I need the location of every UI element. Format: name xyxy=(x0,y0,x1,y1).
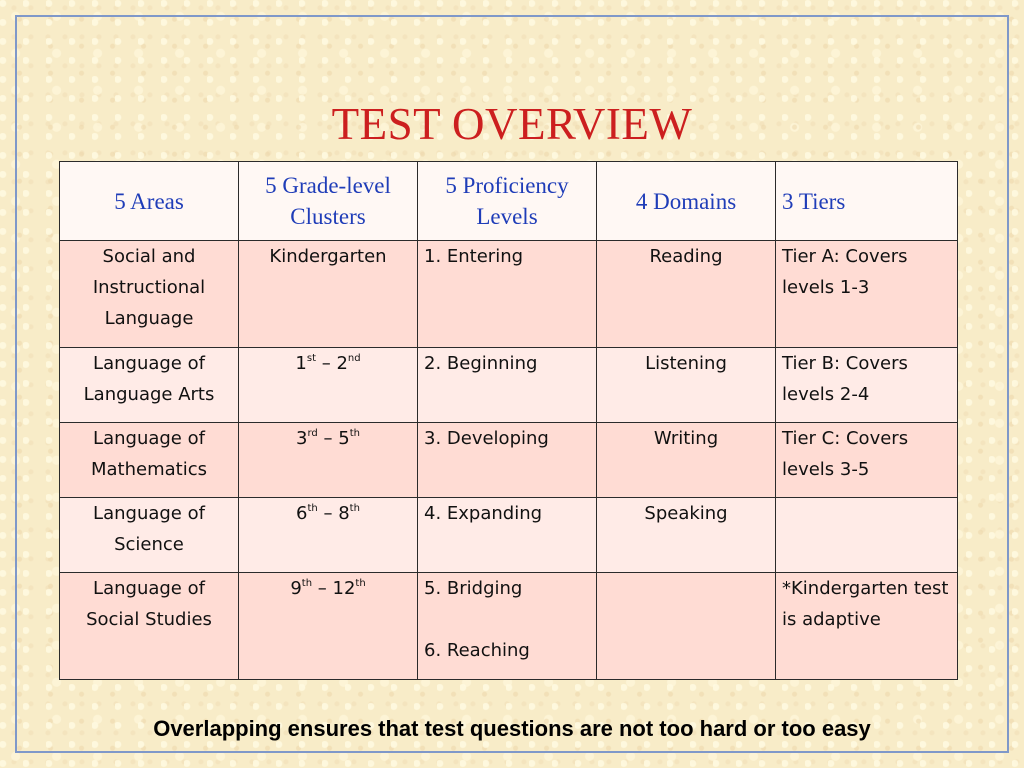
cell-tier xyxy=(776,241,958,348)
table-row xyxy=(60,498,958,573)
grade-to: 8 xyxy=(338,503,350,524)
cell-area xyxy=(60,348,239,423)
tier-text: Tier A: Covers levels 1-3 xyxy=(782,246,908,298)
area-text: Social and Instructional Language xyxy=(92,246,206,329)
grade-from-suffix: th xyxy=(307,503,318,514)
level-extra-text: 6. Reaching xyxy=(424,640,530,661)
grade-from: Kindergarten xyxy=(269,246,387,267)
cell-domain xyxy=(597,498,776,573)
tier-text: *Kindergarten test is adaptive xyxy=(782,578,949,630)
cell-grade-cluster xyxy=(239,423,418,498)
cell-proficiency-level xyxy=(418,423,597,498)
area-text: Language of Language Arts xyxy=(83,353,215,405)
cell-tier xyxy=(776,423,958,498)
cell-proficiency-level xyxy=(418,498,597,573)
grade-from: 9 xyxy=(290,578,302,599)
level-gap xyxy=(424,604,590,635)
level-text: 5. Bridging xyxy=(424,578,523,599)
level-text: 4. Expanding xyxy=(424,503,543,524)
slide-title: TEST OVERVIEW xyxy=(331,99,693,149)
cell-area xyxy=(60,573,239,680)
table-row xyxy=(60,423,958,498)
cell-grade-cluster xyxy=(239,348,418,423)
header-tiers: 3 Tiers xyxy=(776,162,958,241)
cell-domain xyxy=(597,423,776,498)
table-header-row xyxy=(60,162,958,241)
cell-grade-cluster xyxy=(239,498,418,573)
domain-text: Writing xyxy=(653,428,719,449)
cell-domain xyxy=(597,348,776,423)
grade-separator: – xyxy=(312,578,333,599)
header-domains: 4 Domains xyxy=(597,162,776,241)
cell-area xyxy=(60,498,239,573)
cell-area xyxy=(60,241,239,348)
grade-to-suffix: th xyxy=(355,578,366,589)
cell-proficiency-level xyxy=(418,241,597,348)
table-row xyxy=(60,573,958,680)
overview-table xyxy=(59,161,958,680)
cell-domain xyxy=(597,241,776,348)
domain-text: Reading xyxy=(649,246,723,267)
cell-proficiency-level xyxy=(418,573,597,680)
level-text: 3. Developing xyxy=(424,428,549,449)
grade-from: 3 xyxy=(296,428,308,449)
tier-text: Tier B: Covers levels 2-4 xyxy=(782,353,908,405)
footnote: Overlapping ensures that test questions are not too hard or too easy xyxy=(153,716,871,741)
level-text: 1. Entering xyxy=(424,246,524,267)
grade-separator: – xyxy=(317,503,339,524)
header-grade-clusters: 5 Grade-level Clusters xyxy=(239,162,418,241)
grade-to-suffix: nd xyxy=(347,353,361,364)
cell-grade-cluster xyxy=(239,573,418,680)
grade-to: 2 xyxy=(336,353,348,374)
level-text: 2. Beginning xyxy=(424,353,538,374)
cell-area xyxy=(60,423,239,498)
area-text: Language of Social Studies xyxy=(86,578,212,630)
cell-proficiency-level xyxy=(418,348,597,423)
cell-tier xyxy=(776,348,958,423)
cell-tier xyxy=(776,498,958,573)
grade-from-suffix: st xyxy=(306,353,316,364)
grade-from-suffix: rd xyxy=(307,428,318,439)
tier-text: Tier C: Covers levels 3-5 xyxy=(782,428,909,480)
table-row xyxy=(60,348,958,423)
grade-from: 1 xyxy=(295,353,307,374)
grade-from: 6 xyxy=(296,503,308,524)
grade-from-suffix: th xyxy=(301,578,313,589)
table-row xyxy=(60,241,958,348)
header-areas: 5 Areas xyxy=(60,162,239,241)
domain-text: Listening xyxy=(645,353,727,374)
grade-separator: – xyxy=(316,353,337,374)
grade-to: 5 xyxy=(338,428,350,449)
grade-to: 12 xyxy=(332,578,356,599)
cell-grade-cluster xyxy=(239,241,418,348)
area-text: Language of Science xyxy=(93,503,205,555)
domain-text: Speaking xyxy=(644,503,728,524)
grade-separator: – xyxy=(317,428,339,449)
cell-tier xyxy=(776,573,958,680)
header-proficiency-levels: 5 Proficiency Levels xyxy=(418,162,597,241)
grade-to-suffix: th xyxy=(349,503,360,514)
cell-domain xyxy=(597,573,776,680)
grade-to-suffix: th xyxy=(349,428,360,439)
area-text: Language of Mathematics xyxy=(91,428,207,480)
